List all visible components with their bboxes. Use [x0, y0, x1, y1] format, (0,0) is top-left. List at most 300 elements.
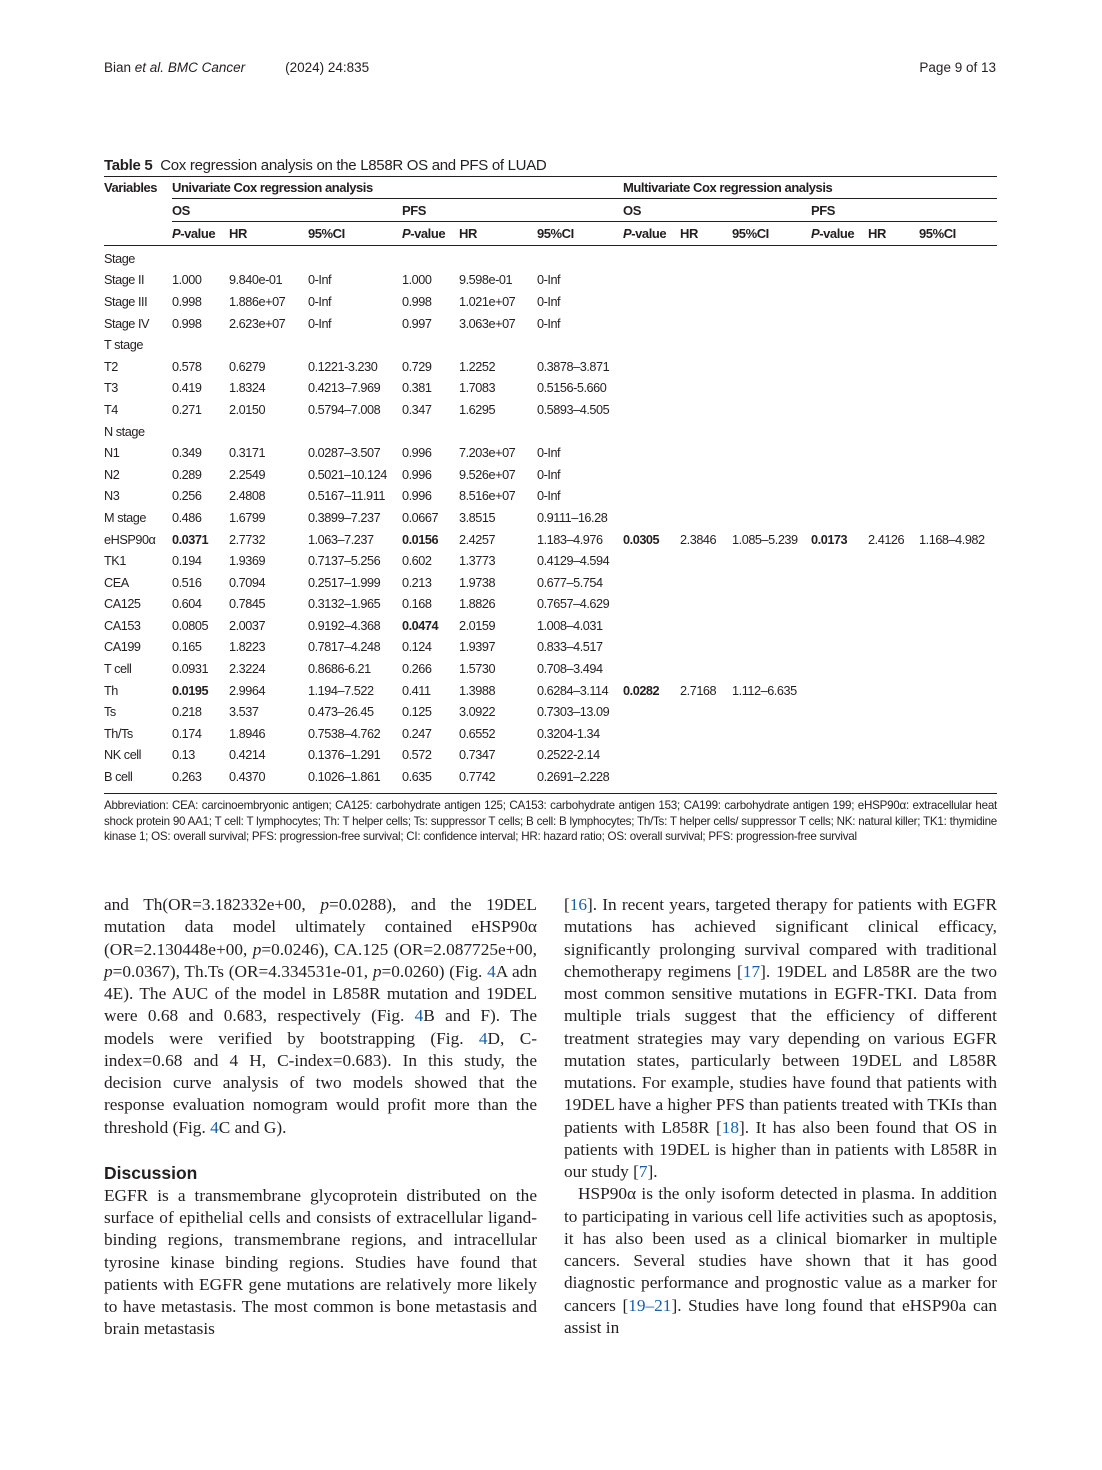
- variable-cell: Ts: [104, 705, 116, 720]
- italic-p: p: [320, 895, 329, 914]
- table-cell: [919, 507, 997, 529]
- table-cell: [623, 637, 680, 659]
- table-row: [104, 507, 997, 529]
- header-journal: BMC Cancer: [164, 60, 246, 75]
- citation-link[interactable]: 21: [654, 1295, 672, 1315]
- table-cell: 0.516: [172, 575, 202, 590]
- table-cell: [680, 334, 732, 356]
- table-cell: 0.194: [172, 554, 202, 569]
- table-cell: [811, 442, 868, 464]
- left-paragraph-discussion: EGFR is a transmembrane glycoprotein distributed on the surface of epithelial cells and consists of extracellular ligand-binding regions, transmembrane regions, and intracellular tyrosine kinase binding regions. Studies have found that patients with EGFR gene mutations are relatively more likely to have metastasis. The most common is bone metastasis and brain metastasis: [104, 1185, 537, 1339]
- table-cell: 0.7538–4.762: [308, 726, 381, 741]
- table-row: [104, 529, 997, 551]
- table-cell: [537, 246, 623, 270]
- variable-cell: CA153: [104, 618, 141, 633]
- table-cell: [680, 766, 732, 788]
- table-cell: [868, 723, 919, 745]
- table-cell: [308, 246, 402, 270]
- table-cell: 0.5156-5.660: [537, 381, 607, 396]
- variable-cell: Th/Ts: [104, 726, 133, 741]
- table-cell: [919, 745, 997, 767]
- table-cell: [811, 313, 868, 335]
- table-cell: [868, 701, 919, 723]
- variable-cell: CA125: [104, 597, 141, 612]
- table-cell: [623, 291, 680, 313]
- variable-cell: Stage III: [104, 294, 148, 309]
- table-cell: 0.2522-2.14: [537, 748, 600, 763]
- table-cell: 1.9369: [229, 554, 266, 569]
- variable-cell: TK1: [104, 554, 126, 569]
- table-cell: [537, 421, 623, 443]
- th-pvalue: P-value: [402, 222, 459, 246]
- table-cell: [919, 680, 997, 702]
- table-cell: 2.2549: [229, 467, 266, 482]
- table-cell: 0.411: [402, 683, 431, 698]
- table-cell: [680, 723, 732, 745]
- table-cell: [868, 658, 919, 680]
- table-cell: 0.708–3.494: [537, 662, 603, 677]
- table-cell: 1.6799: [229, 510, 266, 525]
- variable-cell: T cell: [104, 662, 132, 677]
- table-cell: 0.7347: [459, 748, 496, 763]
- table-cell: 1.168–4.982: [919, 532, 985, 547]
- table-row: [104, 313, 997, 335]
- table-cell: [623, 246, 680, 270]
- citation-link[interactable]: 19: [628, 1295, 646, 1315]
- table-cell: [811, 745, 868, 767]
- page-number: Page 9 of 13: [919, 60, 996, 75]
- table-cell: 0.486: [172, 510, 202, 525]
- table-cell: [811, 378, 868, 400]
- table-cell: [732, 313, 811, 335]
- table-cell: 0.213: [402, 575, 432, 590]
- table-cell: [919, 594, 997, 616]
- figure-link[interactable]: 4: [478, 1028, 488, 1048]
- table-cell: 0.9111–16.28: [537, 510, 608, 525]
- table-cell: 1.194–7.522: [308, 683, 374, 698]
- table-cell: [537, 334, 623, 356]
- table-cell: 0.604: [172, 597, 202, 612]
- running-header: [104, 60, 369, 75]
- table-cell: [811, 658, 868, 680]
- table-cell: 0.2691–2.228: [537, 770, 610, 785]
- table-cell: [732, 442, 811, 464]
- table-cell: [680, 658, 732, 680]
- table-cell: [868, 291, 919, 313]
- th-empty-2: [104, 222, 172, 246]
- table-cell: [623, 507, 680, 529]
- table-cell: 1.085–5.239: [732, 532, 798, 547]
- table-cell: [732, 246, 811, 270]
- table-cell: [623, 442, 680, 464]
- table-cell: [623, 313, 680, 335]
- table-cell: [732, 334, 811, 356]
- table-cell: [732, 615, 811, 637]
- cox-regression-table: [104, 176, 997, 788]
- th-multi-os: OS: [623, 199, 811, 222]
- variable-cell: eHSP90α: [104, 532, 156, 547]
- table-cell: [623, 658, 680, 680]
- table-row: [104, 615, 997, 637]
- table-cell: 0-Inf: [308, 294, 332, 309]
- table-cell: 7.203e+07: [459, 446, 516, 461]
- table-cell: 2.7732: [229, 532, 266, 547]
- table-cell: 0.6279: [229, 359, 266, 374]
- table-cell: 0.0805: [172, 618, 209, 633]
- table-cell: 0.165: [172, 640, 202, 655]
- figure-link[interactable]: 4: [210, 1117, 219, 1137]
- table-cell: [623, 766, 680, 788]
- table-cell: [308, 421, 402, 443]
- table-cell: [919, 615, 997, 637]
- table-cell: [811, 594, 868, 616]
- table-row: [104, 680, 997, 702]
- table-cell: 0.174: [172, 726, 202, 741]
- variable-cell: T3: [104, 381, 118, 396]
- table-cell: [732, 637, 811, 659]
- th-hr: HR: [459, 222, 537, 246]
- table-row: [104, 572, 997, 594]
- table-row: [104, 378, 997, 400]
- table-cell: 0.247: [402, 726, 432, 741]
- table-cell: [811, 486, 868, 508]
- table-cell: [308, 334, 402, 356]
- table-cell: [868, 442, 919, 464]
- table-cell: [623, 399, 680, 421]
- table-cell: [402, 246, 459, 270]
- table-cell: 0-Inf: [537, 294, 561, 309]
- table-cell: [680, 378, 732, 400]
- variable-cell: T stage: [104, 338, 143, 353]
- variable-cell: Stage: [104, 251, 135, 266]
- table-cell: 1.3988: [459, 683, 496, 698]
- table-cell: [811, 421, 868, 443]
- table-cell: [868, 421, 919, 443]
- table-cell: 0.3171: [229, 446, 266, 461]
- table-cell: 0.5021–10.124: [308, 467, 387, 482]
- table-cell: 0.833–4.517: [537, 640, 603, 655]
- table-cell: 1.112–6.635: [732, 683, 797, 698]
- table-cell: [680, 442, 732, 464]
- table-cell: [732, 270, 811, 292]
- table-cell: [732, 723, 811, 745]
- table-cell: [868, 615, 919, 637]
- table-row: [104, 291, 997, 313]
- table-cell: 1.9397: [459, 640, 496, 655]
- table-cell: [732, 766, 811, 788]
- table-cell: [919, 270, 997, 292]
- table-cell: 1.7083: [459, 381, 496, 396]
- table-cell: [680, 615, 732, 637]
- table-cell: 3.537: [229, 705, 259, 720]
- table-cell: 0.349: [172, 446, 202, 461]
- table-cell: 0-Inf: [537, 446, 561, 461]
- table-cell: [229, 246, 308, 270]
- table-cell: 1.000: [172, 273, 202, 288]
- table-cell: [919, 464, 997, 486]
- table-row: [104, 421, 997, 443]
- table-body: [104, 246, 997, 789]
- th-ci: 95%CI: [919, 222, 997, 246]
- table-cell: 0.7303–13.09: [537, 705, 610, 720]
- table-cell: 2.3846: [680, 532, 717, 547]
- variable-cell: T2: [104, 359, 118, 374]
- table-cell: [459, 334, 537, 356]
- table-cell: 2.0150: [229, 402, 266, 417]
- table-cell: [229, 421, 308, 443]
- table-cell: [919, 658, 997, 680]
- table-cell: 0.998: [402, 294, 432, 309]
- table-cell: [172, 246, 229, 270]
- table-cell: [732, 399, 811, 421]
- table-cell: [680, 637, 732, 659]
- table-cell: 0.168: [402, 597, 432, 612]
- table-cell: 0.677–5.754: [537, 575, 603, 590]
- table-cell: [229, 334, 308, 356]
- table-cell: 2.4126: [868, 532, 905, 547]
- table-cell: [868, 313, 919, 335]
- th-univariate: Univariate Cox regression analysis: [172, 177, 623, 199]
- table-cell: [732, 291, 811, 313]
- th-pvalue: P-value: [811, 222, 868, 246]
- table-cell: [732, 658, 811, 680]
- table-cell: 3.8515: [459, 510, 496, 525]
- table-row: [104, 334, 997, 356]
- table-cell: [919, 766, 997, 788]
- table-cell: [919, 399, 997, 421]
- table-cell: 0.7845: [229, 597, 266, 612]
- table-cell: 2.4257: [459, 532, 496, 547]
- table-cell: 0.3132–1.965: [308, 597, 381, 612]
- table-cell: [680, 313, 732, 335]
- table-cell: 0.124: [402, 640, 432, 655]
- table-cell: 1.8223: [229, 640, 266, 655]
- table-cell: [919, 378, 997, 400]
- table-cell: [919, 334, 997, 356]
- table-cell: 0.635: [402, 770, 432, 785]
- table-cell: 1.3773: [459, 554, 496, 569]
- table-cell: 2.3224: [229, 662, 266, 677]
- table-cell: 0.4129–4.594: [537, 554, 610, 569]
- table-cell: [811, 766, 868, 788]
- table-cell: 0.998: [172, 294, 202, 309]
- variable-cell: Stage II: [104, 273, 145, 288]
- table-cell: 0.1221-3.230: [308, 359, 378, 374]
- table-cell: [919, 701, 997, 723]
- th-multi-pfs: PFS: [811, 199, 997, 222]
- table-cell: [402, 334, 459, 356]
- table-cell: [919, 550, 997, 572]
- table-cell: 0.602: [402, 554, 432, 569]
- table-cell: [732, 745, 811, 767]
- variable-cell: NK cell: [104, 748, 142, 763]
- italic-p: p: [252, 939, 262, 959]
- table-cell: 0.5794–7.008: [308, 402, 381, 417]
- table-cell: [811, 701, 868, 723]
- table-cell: 8.516e+07: [459, 489, 516, 504]
- th-uni-pfs: PFS: [402, 199, 623, 222]
- table-cell: [623, 572, 680, 594]
- table-cell: 0.6284–3.114: [537, 683, 609, 698]
- header-authors: Bian: [104, 60, 135, 75]
- table-cell: [811, 356, 868, 378]
- table-cell: 0-Inf: [537, 467, 561, 482]
- table-cell: 0.218: [172, 705, 202, 720]
- table-footnote: Abbreviation: CEA: carcinoembryonic antigen; CA125: carbohydrate antigen 125; CA153: carbohydrate antigen 153; CA199: carbohydrate antigen 199; eHSP90α: extracellular heat shock protein 90 AA1; T cell: T lymphocytes; Th: T helper cells; Ts: suppressor T cells; B cell: B lymphocytes; Th/Ts: T helper cells/ suppressor T cells; NK: natural killer; TK1: thymidine kinase 1; OS: overall survival; PFS: progression-free survival; CI: confidence interval; HR: hazard ratio; OS: overall survival; PFS: progression-free survival: [104, 793, 997, 845]
- table-row: [104, 766, 997, 788]
- th-pvalue: P-value: [172, 222, 229, 246]
- figure-link[interactable]: 4: [414, 1006, 424, 1026]
- table-cell: 9.840e-01: [229, 273, 283, 288]
- table-row: [104, 486, 997, 508]
- table-cell: 0.1376–1.291: [308, 748, 381, 763]
- table-cell: 0.6552: [459, 726, 496, 741]
- table-cell: [811, 246, 868, 270]
- th-ci: 95%CI: [537, 222, 623, 246]
- table-row: [104, 701, 997, 723]
- table-cell: 1.886e+07: [229, 294, 286, 309]
- table-cell: 0.0287–3.507: [308, 446, 381, 461]
- table-cell: [732, 378, 811, 400]
- table-cell: 3.063e+07: [459, 316, 516, 331]
- table-cell: [919, 356, 997, 378]
- table-cell: [459, 246, 537, 270]
- table-row: [104, 464, 997, 486]
- table-cell: [811, 680, 868, 702]
- table-cell: [402, 421, 459, 443]
- table-cell: [172, 334, 229, 356]
- table-cell: [868, 594, 919, 616]
- table-cell: [811, 291, 868, 313]
- table-row: [104, 745, 997, 767]
- table-cell: [732, 356, 811, 378]
- table-cell: [680, 356, 732, 378]
- th-variables: Variables: [104, 177, 172, 199]
- table-cell: 0.3204-1.34: [537, 726, 600, 741]
- table-cell: [680, 550, 732, 572]
- table-cell: 9.526e+07: [459, 467, 516, 482]
- table-cell: [680, 745, 732, 767]
- th-ci: 95%CI: [308, 222, 402, 246]
- table-cell: 1.021e+07: [459, 294, 516, 309]
- table-cell: [623, 594, 680, 616]
- table-cell: [868, 399, 919, 421]
- table-cell: [680, 572, 732, 594]
- table-cell: 2.7168: [680, 683, 717, 698]
- table-cell: 0.13: [172, 748, 195, 763]
- citation-link[interactable]: 18: [721, 1117, 740, 1137]
- table-cell: 0.347: [402, 402, 432, 417]
- table-cell: 2.9964: [229, 683, 266, 698]
- table-cell: [680, 246, 732, 270]
- table-row: [104, 658, 997, 680]
- table-row: [104, 723, 997, 745]
- right-text-column: [564, 894, 997, 1339]
- table-row: [104, 637, 997, 659]
- table-cell: 1.2252: [459, 359, 496, 374]
- header-etal: et al.: [134, 60, 165, 75]
- left-paragraph-results: and Th(OR=3.182332e+00, p=0.0288), and the 19DEL mutation data model ultimately contained eHSP90α (OR=2.130448e+00, p=0.0246), CA.125 (OR=2.087725e+00, p=0.0367), Th.Ts (OR=4.334531e-01, p=0.0260) (Fig. 4A adn 4E). The AUC of the model in L858R mutation and 19DEL were 0.68 and 0.683, respectively (Fig. 4B and F). The models were verified by bootstrapping (Fig. 4D, C-index=0.68 and 4 H, C-index=0.683). In this study, the decision curve analysis of two models showed that the response evaluation nomogram would profit more than the threshold (Fig. 4C and G).: [104, 895, 537, 1137]
- table-cell: [811, 507, 868, 529]
- table-cell: [623, 270, 680, 292]
- variable-cell: B cell: [104, 770, 133, 785]
- variable-cell: N2: [104, 467, 120, 482]
- table-cell: 1.8324: [229, 381, 266, 396]
- th-multivariate: Multivariate Cox regression analysis: [623, 177, 997, 199]
- table-cell: [919, 421, 997, 443]
- table-cell: 0.572: [402, 748, 432, 763]
- table-cell: 0.5893–4.505: [537, 402, 610, 417]
- table-cell: 1.5730: [459, 662, 496, 677]
- figure-link[interactable]: 4: [487, 961, 496, 981]
- table-cell: 1.6295: [459, 402, 496, 417]
- table-cell: 0.0195: [172, 683, 209, 698]
- table-cell: [623, 378, 680, 400]
- table-cell: [680, 464, 732, 486]
- table-cell: [919, 637, 997, 659]
- table-cell: [623, 615, 680, 637]
- table-cell: [868, 356, 919, 378]
- table-cell: [732, 550, 811, 572]
- table-cell: 0.7817–4.248: [308, 640, 381, 655]
- italic-p: p: [104, 961, 113, 981]
- th-pvalue: P-value: [623, 222, 680, 246]
- table-cell: [919, 723, 997, 745]
- citation-link[interactable]: 16: [569, 895, 588, 914]
- header-year-volume: (2024) 24:835: [285, 60, 370, 75]
- table-cell: [811, 615, 868, 637]
- table-cell: [919, 442, 997, 464]
- table-row: [104, 399, 997, 421]
- table-cell: [919, 313, 997, 335]
- table-cell: 0.5167–11.911: [308, 489, 385, 504]
- table-cell: 0-Inf: [308, 316, 332, 331]
- th-hr: HR: [229, 222, 308, 246]
- table-cell: 1.000: [402, 273, 432, 288]
- table-cell: 1.008–4.031: [537, 618, 603, 633]
- table-cell: [459, 421, 537, 443]
- variable-cell: T4: [104, 402, 118, 417]
- variable-cell: CEA: [104, 575, 129, 590]
- table-cell: [919, 486, 997, 508]
- table-cell: [811, 723, 868, 745]
- citation-link[interactable]: 7: [638, 1162, 648, 1181]
- table-cell: 0.0474: [402, 618, 439, 633]
- table-cell: [868, 550, 919, 572]
- citation-link[interactable]: 17: [742, 961, 761, 981]
- table-5: [104, 157, 997, 845]
- table-cell: 1.9738: [459, 575, 496, 590]
- table-cell: [680, 701, 732, 723]
- table-cell: [868, 334, 919, 356]
- table-title: Cox regression analysis on the L858R OS and PFS of LUAD: [160, 157, 547, 174]
- table-cell: 0.8686-6.21: [308, 662, 371, 677]
- table-cell: 2.0159: [459, 618, 496, 633]
- table-cell: [732, 464, 811, 486]
- table-cell: 0.473–26.45: [308, 705, 374, 720]
- table-cell: [623, 334, 680, 356]
- table-cell: [680, 594, 732, 616]
- table-cell: 0.4214: [229, 748, 266, 763]
- variable-cell: Stage IV: [104, 316, 150, 331]
- table-cell: [623, 723, 680, 745]
- table-cell: 0.381: [402, 381, 432, 396]
- table-cell: 0.0305: [623, 532, 660, 547]
- variable-cell: M stage: [104, 510, 146, 525]
- table-cell: [811, 334, 868, 356]
- table-cell: 0.266: [402, 662, 432, 677]
- table-cell: 0.3899–7.237: [308, 510, 381, 525]
